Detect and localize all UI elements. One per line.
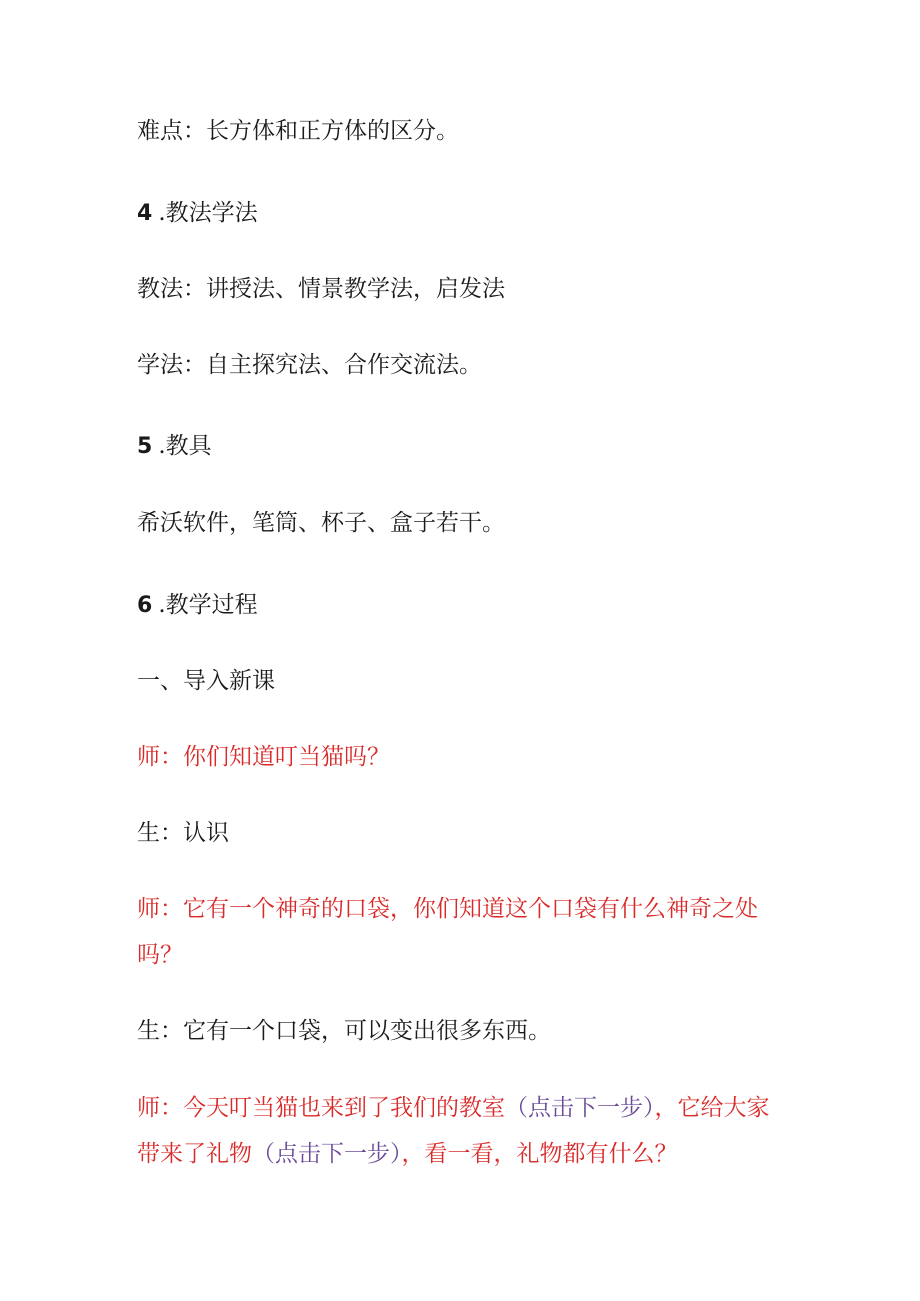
student-line-1: 生：认识: [137, 820, 229, 846]
teacher-line-3-part-b: ，它给大家带来了礼物: [137, 1095, 770, 1167]
difficulty-line: 难点：长方体和正方体的区分。: [137, 118, 459, 144]
teaching-methods-line: 教法：讲授法、情景教学法，启发法: [137, 276, 505, 302]
teacher-line-1: 师：你们知道叮当猫吗？: [137, 744, 390, 770]
click-next-note-1: （点击下一步）: [505, 1095, 655, 1121]
section-5-title: .教具: [158, 433, 212, 459]
teacher-line-3-part-c: ，看一看，礼物都有什么？: [401, 1141, 678, 1167]
section-4-title: .教法学法: [158, 200, 258, 226]
student-line-2: 生：它有一个口袋，可以变出很多东西。: [137, 1018, 551, 1044]
section-6-heading: [137, 582, 797, 629]
section-4-heading: [137, 190, 797, 237]
section-4-number: 4: [137, 201, 153, 226]
click-next-note-2: （点击下一步）: [252, 1141, 402, 1167]
section-5-number: 5: [137, 434, 153, 459]
teacher-line-3: [137, 1085, 792, 1177]
section-6-title: .教学过程: [158, 592, 258, 618]
teaching-tools-line: 希沃软件，笔筒、杯子、盒子若干。: [137, 510, 505, 536]
section-6-number: 6: [137, 593, 153, 618]
intro-heading: 一、导入新课: [137, 668, 275, 694]
section-5-heading: [137, 423, 797, 470]
learning-methods-line: 学法：自主探究法、合作交流法。: [137, 352, 482, 378]
teacher-line-3-part-a: 师：今天叮当猫也来到了我们的教室: [137, 1095, 505, 1121]
teacher-line-2: 师：它有一个神奇的口袋，你们知道这个口袋有什么神奇之处吗？: [137, 896, 758, 968]
